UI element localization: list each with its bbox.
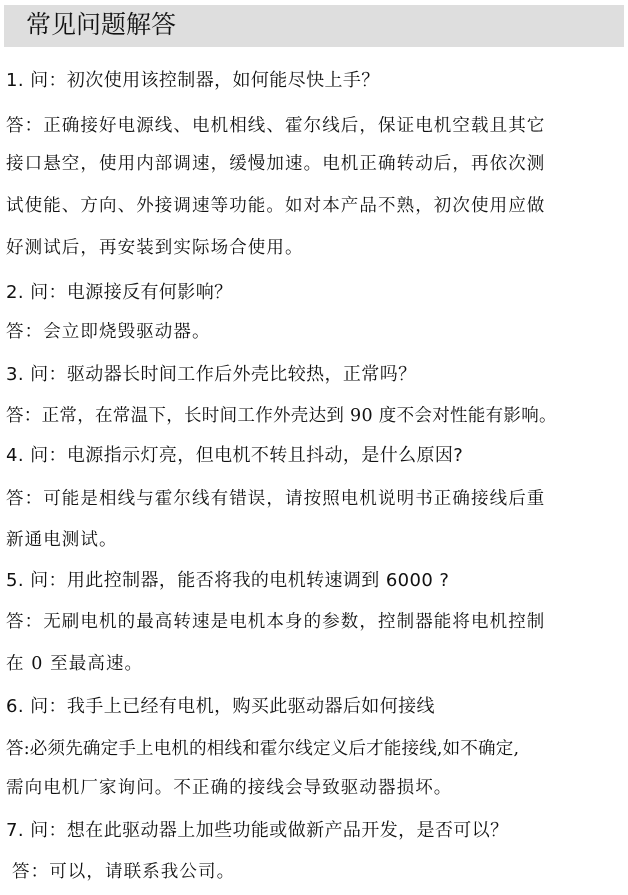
faq-question-1: 1. 问：初次使用该控制器，如何能尽快上手？: [6, 70, 380, 91]
faq-answer-4-line-2: 新通电测试。: [6, 530, 118, 550]
header-bar: [4, 5, 624, 47]
faq-answer-6-line-1: 答:必须先确定手上电机的相线和霍尔线定义后才能接线,如不确定,: [6, 739, 520, 759]
faq-answer-6-line-2: 需向电机厂家询问。不正确的接线会导致驱动器损坏。: [6, 778, 453, 798]
faq-answer-5-line-2: 在 0 至最高速。: [6, 654, 144, 674]
faq-answer-1-line-4: 好测试后，再安装到实际场合使用。: [6, 238, 304, 258]
faq-answer-7-line-1: 答：可以，请联系我公司。: [12, 862, 236, 882]
faq-question-5: 5. 问：用此控制器，能否将我的电机转速调到 6000 ?: [6, 570, 450, 591]
faq-question-6: 6. 问：我手上已经有电机，购买此驱动器后如何接线: [6, 696, 435, 717]
faq-answer-3-line-1: 答：正常，在常温下，长时间工作外壳达到 90 度不会对性能有影响。: [6, 406, 557, 426]
faq-answer-5-line-1: 答：无刷电机的最高转速是电机本身的参数，控制器能将电机控制: [6, 612, 546, 632]
faq-answer-1-line-2: 接口悬空，使用内部调速，缓慢加速。电机正确转动后，再依次测: [6, 154, 546, 174]
faq-question-7: 7. 问：想在此驱动器上加些功能或做新产品开发，是否可以？: [6, 820, 509, 841]
faq-answer-4-line-1: 答：可能是相线与霍尔线有错误，请按照电机说明书正确接线后重: [6, 489, 546, 509]
page-title: 常见问题解答: [26, 10, 177, 39]
faq-question-3: 3. 问：驱动器长时间工作后外壳比较热，正常吗？: [6, 364, 417, 385]
faq-answer-1-line-1: 答：正确接好电源线、电机相线、霍尔线后，保证电机空载且其它: [6, 116, 546, 136]
faq-question-4: 4. 问：电源指示灯亮，但电机不转且抖动，是什么原因?: [6, 445, 464, 466]
faq-answer-2-line-1: 答：会立即烧毁驱动器。: [6, 322, 211, 342]
faq-answer-1-line-3: 试使能、方向、外接调速等功能。如对本产品不熟，初次使用应做: [6, 196, 546, 216]
faq-question-2: 2. 问：电源接反有何影响？: [6, 282, 233, 303]
